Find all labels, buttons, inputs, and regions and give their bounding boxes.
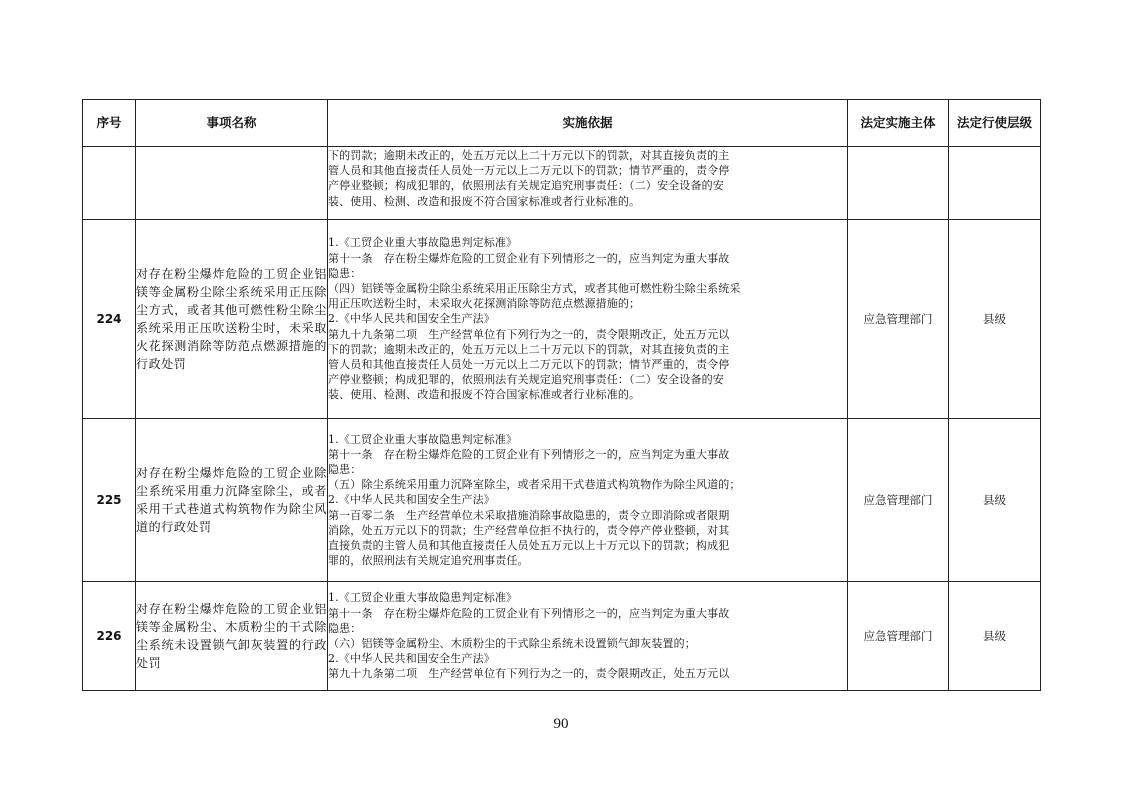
basis-line: 第十一条 存在粉尘爆炸危险的工贸企业有下列情形之一的，应当判定为重大事故	[328, 251, 730, 265]
cell-level-empty	[949, 147, 1041, 220]
basis-line: 1.《工贸企业重大事故隐患判定标准》	[328, 432, 518, 446]
basis-line: 隐患：	[328, 462, 362, 476]
implementing-subject: 应急管理部门	[848, 419, 949, 582]
basis-line: 产停业整顿；构成犯罪的，依照刑法有关规定追究刑事责任：（二）安全设备的安	[328, 373, 724, 387]
exercise-level: 县级	[949, 220, 1041, 419]
header-basis: 实施依据	[328, 100, 848, 147]
basis-line: 装、使用、检测、改造和报废不符合国家标准或者行业标准的。	[328, 388, 641, 402]
header-subject: 法定实施主体	[848, 100, 949, 147]
basis-line: 管人员和其他直接责任人员处一万元以上二万元以下的罚款；情节严重的，责令停	[328, 358, 730, 371]
cell-name-empty	[136, 147, 328, 220]
implementing-subject: 应急管理部门	[848, 220, 949, 419]
header-no: 序号	[83, 100, 136, 147]
exercise-level: 县级	[949, 419, 1041, 582]
item-name: 对存在粉尘爆炸危险的工贸企业铝镁等金属粉尘、木质粉尘的干式除尘系统未设置锁气卸灰装置的行政处罚	[136, 582, 328, 691]
basis-line: 第十一条 存在粉尘爆炸危险的工贸企业有下列情形之一的，应当判定为重大事故	[328, 447, 730, 461]
exercise-level: 县级	[949, 582, 1041, 691]
row-number: 226	[83, 582, 136, 691]
basis-line: 2.《中华人民共和国安全生产法》	[328, 493, 495, 507]
basis-line: 直接负责的主管人员和其他直接责任人员处五万元以上十万元以下的罚款；构成犯	[328, 539, 730, 552]
cell-basis	[328, 582, 848, 691]
header-name: 事项名称	[136, 100, 328, 147]
basis-line: 用正压吹送粉尘时，未采取火花探测消除等防范点燃源措施的；	[328, 297, 641, 311]
basis-line: 第一百零二条 生产经营单位未采取措施消除事故隐患的，责令立即消除或者限期	[328, 508, 730, 522]
basis-line: 隐患：	[328, 621, 362, 635]
basis-line: （四）铝镁等金属粉尘除尘系统采用正压除尘方式，或者其他可燃性粉尘除尘系统采	[328, 281, 741, 295]
table-row	[83, 419, 1041, 582]
basis-line: 罪的，依照刑法有关规定追究刑事责任。	[328, 554, 529, 568]
cell-basis	[328, 419, 848, 582]
basis-line: 下的罚款；逾期未改正的，处五万元以上二十万元以下的罚款，对其直接负责的主	[328, 342, 730, 356]
cell-basis	[328, 220, 848, 419]
item-name: 对存在粉尘爆炸危险的工贸企业除尘系统采用重力沉降室除尘，或者采用干式巷道式构筑物作为除尘风道的行政处罚	[136, 419, 328, 582]
basis-line: 第十一条 存在粉尘爆炸危险的工贸企业有下列情形之一的，应当判定为重大事故	[328, 606, 730, 620]
basis-line: 下的罚款；逾期未改正的，处五万元以上二十万元以下的罚款，对其直接负责的主	[328, 149, 730, 162]
row-number: 225	[83, 419, 136, 582]
header-level: 法定行使层级	[949, 100, 1041, 147]
table-row	[83, 220, 1041, 419]
basis-line: 管人员和其他直接责任人员处一万元以上二万元以下的罚款；情节严重的，责令停	[328, 164, 730, 178]
basis-line: 装、使用、检测、改造和报废不符合国家标准或者行业标准的。	[328, 194, 641, 208]
basis-line: 消除，处五万元以下的罚款；生产经营单位拒不执行的，责令停产停业整顿，对其	[328, 523, 730, 537]
cell-no-empty	[83, 147, 136, 220]
cell-basis-continuation	[328, 147, 848, 220]
table-row-continuation	[83, 147, 1041, 220]
basis-line: 2.《中华人民共和国安全生产法》	[328, 312, 495, 326]
table-row	[83, 582, 1041, 691]
basis-line: 第九十九条第二项 生产经营单位有下列行为之一的，责令限期改正，处五万元以	[328, 667, 730, 681]
basis-line: 隐患：	[328, 266, 362, 280]
basis-line: 第九十九条第二项 生产经营单位有下列行为之一的，责令限期改正，处五万元以	[328, 327, 730, 341]
basis-line: 1.《工贸企业重大事故隐患判定标准》	[328, 236, 518, 250]
regulation-table	[82, 99, 1041, 691]
basis-line: 产停业整顿；构成犯罪的，依照刑法有关规定追究刑事责任：（二）安全设备的安	[328, 179, 724, 193]
row-number: 224	[83, 220, 136, 419]
basis-line: （五）除尘系统采用重力沉降室除尘，或者采用干式巷道式构筑物作为除尘风道的；	[328, 478, 741, 492]
table-header-row	[83, 100, 1041, 147]
cell-subject-empty	[848, 147, 949, 220]
basis-line: 1.《工贸企业重大事故隐患判定标准》	[328, 591, 518, 605]
implementing-subject: 应急管理部门	[848, 582, 949, 691]
item-name: 对存在粉尘爆炸危险的工贸企业铝镁等金属粉尘除尘系统采用正压除尘方式，或者其他可燃性粉尘除尘系统采用正压吹送粉尘时，未采取火花探测消除等防范点燃源措施的行政处罚	[136, 220, 328, 419]
basis-line: 2.《中华人民共和国安全生产法》	[328, 652, 495, 666]
basis-line: （六）铝镁等金属粉尘、木质粉尘的干式除尘系统未设置锁气卸灰装置的；	[328, 637, 696, 650]
page-number: 90	[553, 716, 569, 732]
